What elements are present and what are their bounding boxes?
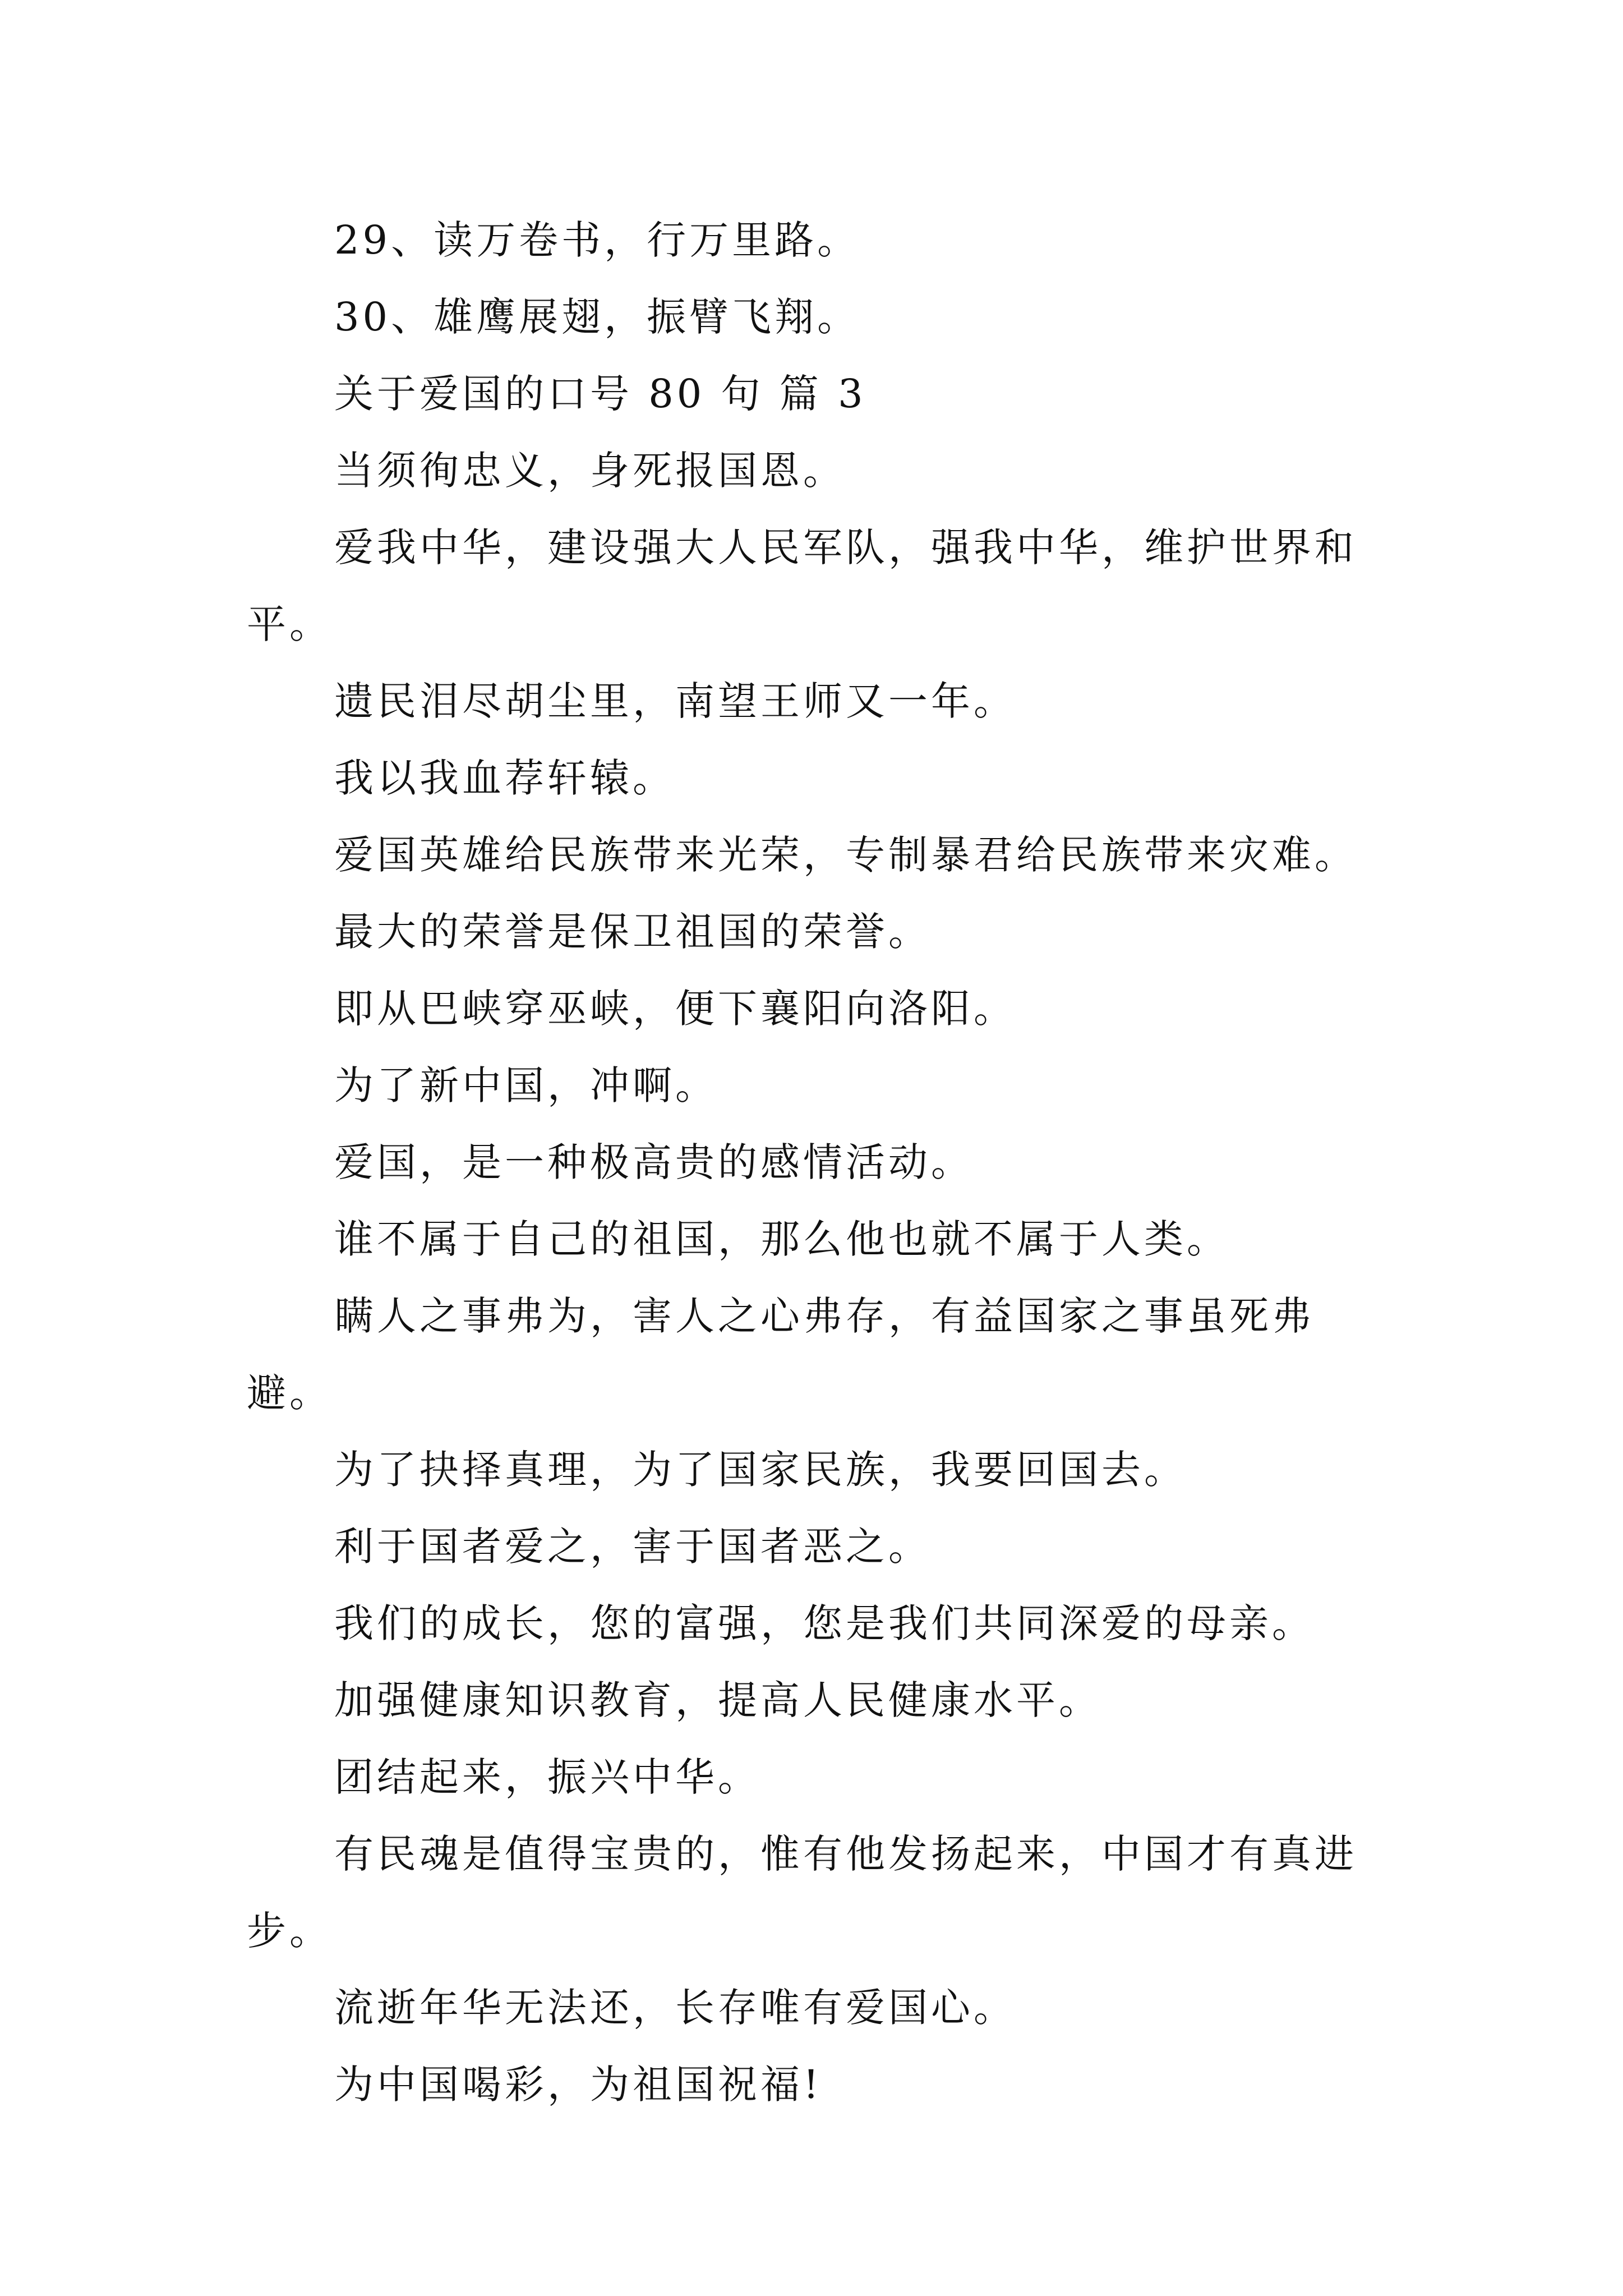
line-30: 30、雄鹰展翅，振臂飞翔。 [334,294,860,340]
slogan-line: 为了抉择真理，为了国家民族，我要回国去。 [334,1447,1187,1493]
slogan-line: 为了新中国，冲啊。 [334,1062,718,1108]
slogan-line: 我们的成长，您的富强，您是我们共同深爱的母亲。 [334,1600,1315,1646]
slogan-line: 加强健康知识教育，提高人民健康水平。 [334,1677,1101,1723]
slogan-line: 团结起来，振兴中华。 [334,1754,760,1800]
slogan-line: 最大的荣誉是保卫祖国的荣誉。 [334,909,931,955]
slogan-line: 有民魂是值得宝贵的，惟有他发扬起来，中国才有真进步。 [247,1831,1357,1954]
slogan-line: 爱国，是一种极高贵的感情活动。 [334,1139,974,1185]
slogan-line: 利于国者爱之，害于国者恶之。 [334,1524,931,1570]
slogan-line: 流逝年华无法还，长存唯有爱国心。 [334,1985,1016,2031]
slogan-line: 即从巴峡穿巫峡，便下襄阳向洛阳。 [334,986,1016,1032]
slogan-line: 瞒人之事弗为，害人之心弗存，有益国家之事虽死弗避。 [247,1293,1315,1416]
slogan-line: 当须徇忠义，身死报国恩。 [334,448,846,494]
slogan-line: 爱国英雄给民族带来光荣，专制暴君给民族带来灾难。 [334,832,1357,878]
line-29: 29、读万卷书，行万里路。 [334,217,860,263]
slogan-line: 爱我中华，建设强大人民军队，强我中华，维护世界和平。 [247,524,1357,647]
slogan-line: 我以我血荐轩辕。 [334,755,675,801]
section-heading: 关于爱国的口号 80 句 篇 3 [334,371,866,417]
slogan-line: 谁不属于自己的祖国，那么他也就不属于人类。 [334,1216,1229,1262]
document-body [247,202,1385,2123]
slogan-line: 为中国喝彩，为祖国祝福! [334,2062,823,2108]
slogan-line: 遗民泪尽胡尘里，南望王师又一年。 [334,678,1016,724]
